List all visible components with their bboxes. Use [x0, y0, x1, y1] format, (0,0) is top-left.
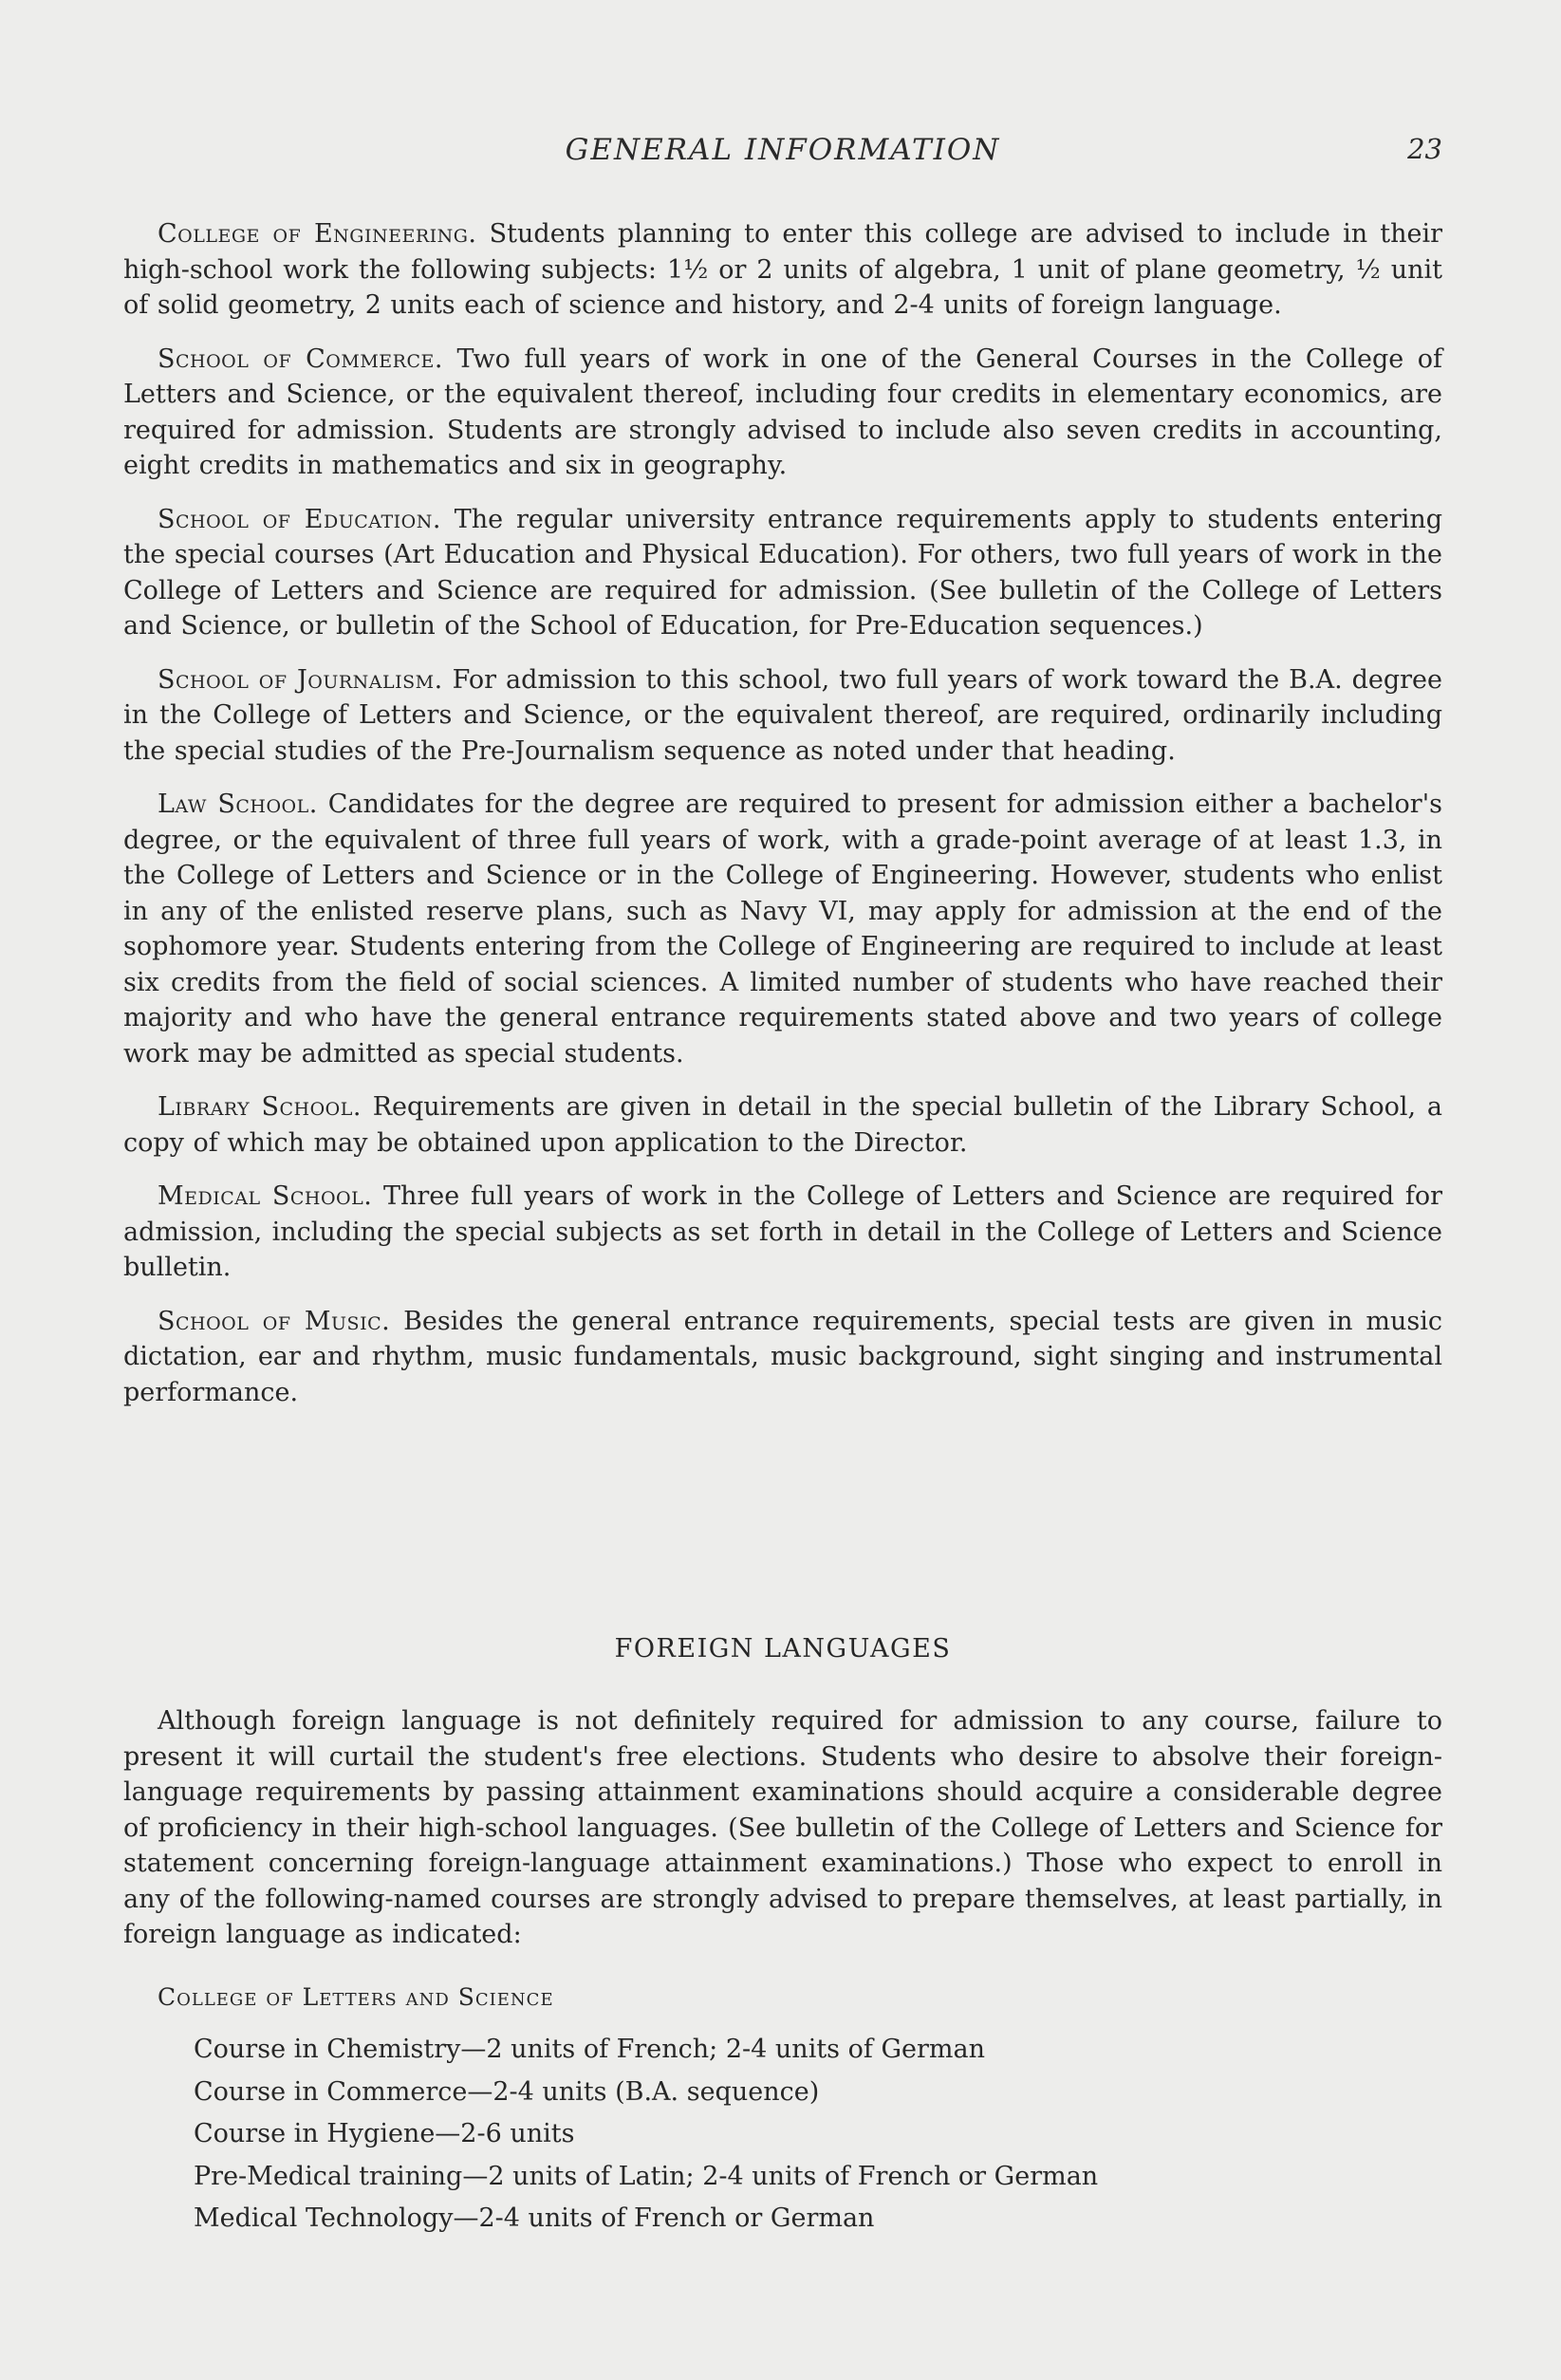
paragraph-school-of-commerce — [123, 342, 1442, 484]
admission-requirements — [123, 216, 1442, 1428]
paragraph-text: Two full years of work in one of the General Courses in the College of Letters and Science, or the equivalent thereof, including four credits in elementary economics, are required for admission. Students are strongly advised to include also seven credits in accounting, eight credits in mathematics and six in geography. — [123, 344, 1443, 480]
list-item: Pre-Medical training—2 units of Latin; 2-4 units of French or German — [194, 2161, 1099, 2191]
paragraph-heading: Library School. — [158, 1092, 362, 1122]
paragraph-school-of-journalism — [123, 662, 1442, 770]
paragraph-college-of-engineering — [123, 216, 1442, 324]
paragraph-text: For admission to this school, two full years of work toward the B.A. degree in the College of Letters and Science, or the equivalent thereof, are required, ordinarily including the special studies of the Pre-Journalism sequence as noted under that heading. — [123, 664, 1442, 766]
page-header — [123, 133, 1442, 171]
list-item: Course in Chemistry—2 units of French; 2-4 units of German — [194, 2035, 985, 2064]
paragraph-heading: Medical School. — [158, 1181, 373, 1211]
paragraph-heading: School of Journalism. — [158, 664, 443, 695]
paragraph-heading: School of Education. — [158, 504, 441, 534]
paragraph-law-school — [123, 787, 1442, 1071]
paragraph-text: Three full years of work in the College of Letters and Science are required for admission, including the special subjects as set forth in detail in the College of Letters and Science bulletin. — [123, 1181, 1442, 1282]
paragraph-text: Candidates for the degree are required to present for admission either a bachelor's degree, or the equivalent of three full years of work, with a grade-point average of at least 1.3, in the College of Letters and Science or in the College of Engineering. However, students who enlist in any of the enlisted reserve plans, such as Navy VI, may apply for admission at the end of the sophomore year. Students entering from the College of Engineering are required to include at least six credits from the field of social sciences. A limited number of students who have reached their majority and who have the general entrance requirements stated above and two years of college work may be admitted as special students. — [123, 790, 1442, 1069]
paragraph-heading: School of Commerce. — [158, 344, 443, 374]
paragraph-heading: School of Music. — [158, 1306, 391, 1336]
paragraph-foreign-languages: Although foreign language is not definitely required for admission to any course, failure to present it will curtail the student's free elections. Students who desire to absolve their foreign-language requirements by passing attainment examinations should acquire a considerable degree of proficiency in their high-school languages. (See bulletin of the College of Letters and Science for statement concerning foreign-language attainment examinations.) Those who expect to enroll in any of the following-named courses are strongly advised to prepare themselves, at least partially, in foreign language as indicated: — [123, 1706, 1442, 1949]
page-number: 23 — [1407, 133, 1442, 165]
paragraph-text: Requirements are given in detail in the special bulletin of the Library School, a copy of which may be obtained upon application to the Director. — [123, 1092, 1442, 1158]
section-heading-foreign-languages: FOREIGN LANGUAGES — [614, 1634, 952, 1664]
list-item: Medical Technology—2-4 units of French or German — [194, 2203, 875, 2234]
subheading-letters-and-science: College of Letters and Science — [158, 1983, 554, 2011]
paragraph-text: Students planning to enter this college are advised to include in their high-school work the following subjects: 1½ or 2 units of algebra, 1 unit of plane geometry, ½ unit of solid geometry, 2 units each of science and history, and 2-4 units of foreign language. — [123, 219, 1443, 320]
paragraph-heading: Law School. — [158, 790, 318, 819]
course-list — [194, 2029, 1098, 2241]
paragraph-school-of-music — [123, 1304, 1442, 1411]
paragraph-text: The regular university entrance requirements apply to students entering the special courses (Art Education and Physical Education). For others, two full years of work in the College of Letters and Science are required for admission. (See bulletin of the College of Letters and Science, or bulletin of the School of Education, for Pre-Education sequences.) — [123, 504, 1443, 641]
list-item: Course in Hygiene—2-6 units — [194, 2119, 575, 2149]
paragraph-heading: College of Engineering. — [158, 219, 477, 249]
list-item: Course in Commerce—2-4 units (B.A. sequence) — [194, 2076, 820, 2107]
paragraph-school-of-education — [123, 502, 1442, 644]
paragraph-medical-school — [123, 1179, 1442, 1286]
foreign-languages-body — [123, 1703, 1442, 1971]
running-title: GENERAL INFORMATION — [565, 133, 1001, 167]
paragraph-text: Besides the general entrance requirements, special tests are given in music dictation, ear and rhythm, music fundamentals, music background, sight singing and instrumental performance. — [123, 1306, 1442, 1407]
paragraph-library-school — [123, 1089, 1442, 1161]
